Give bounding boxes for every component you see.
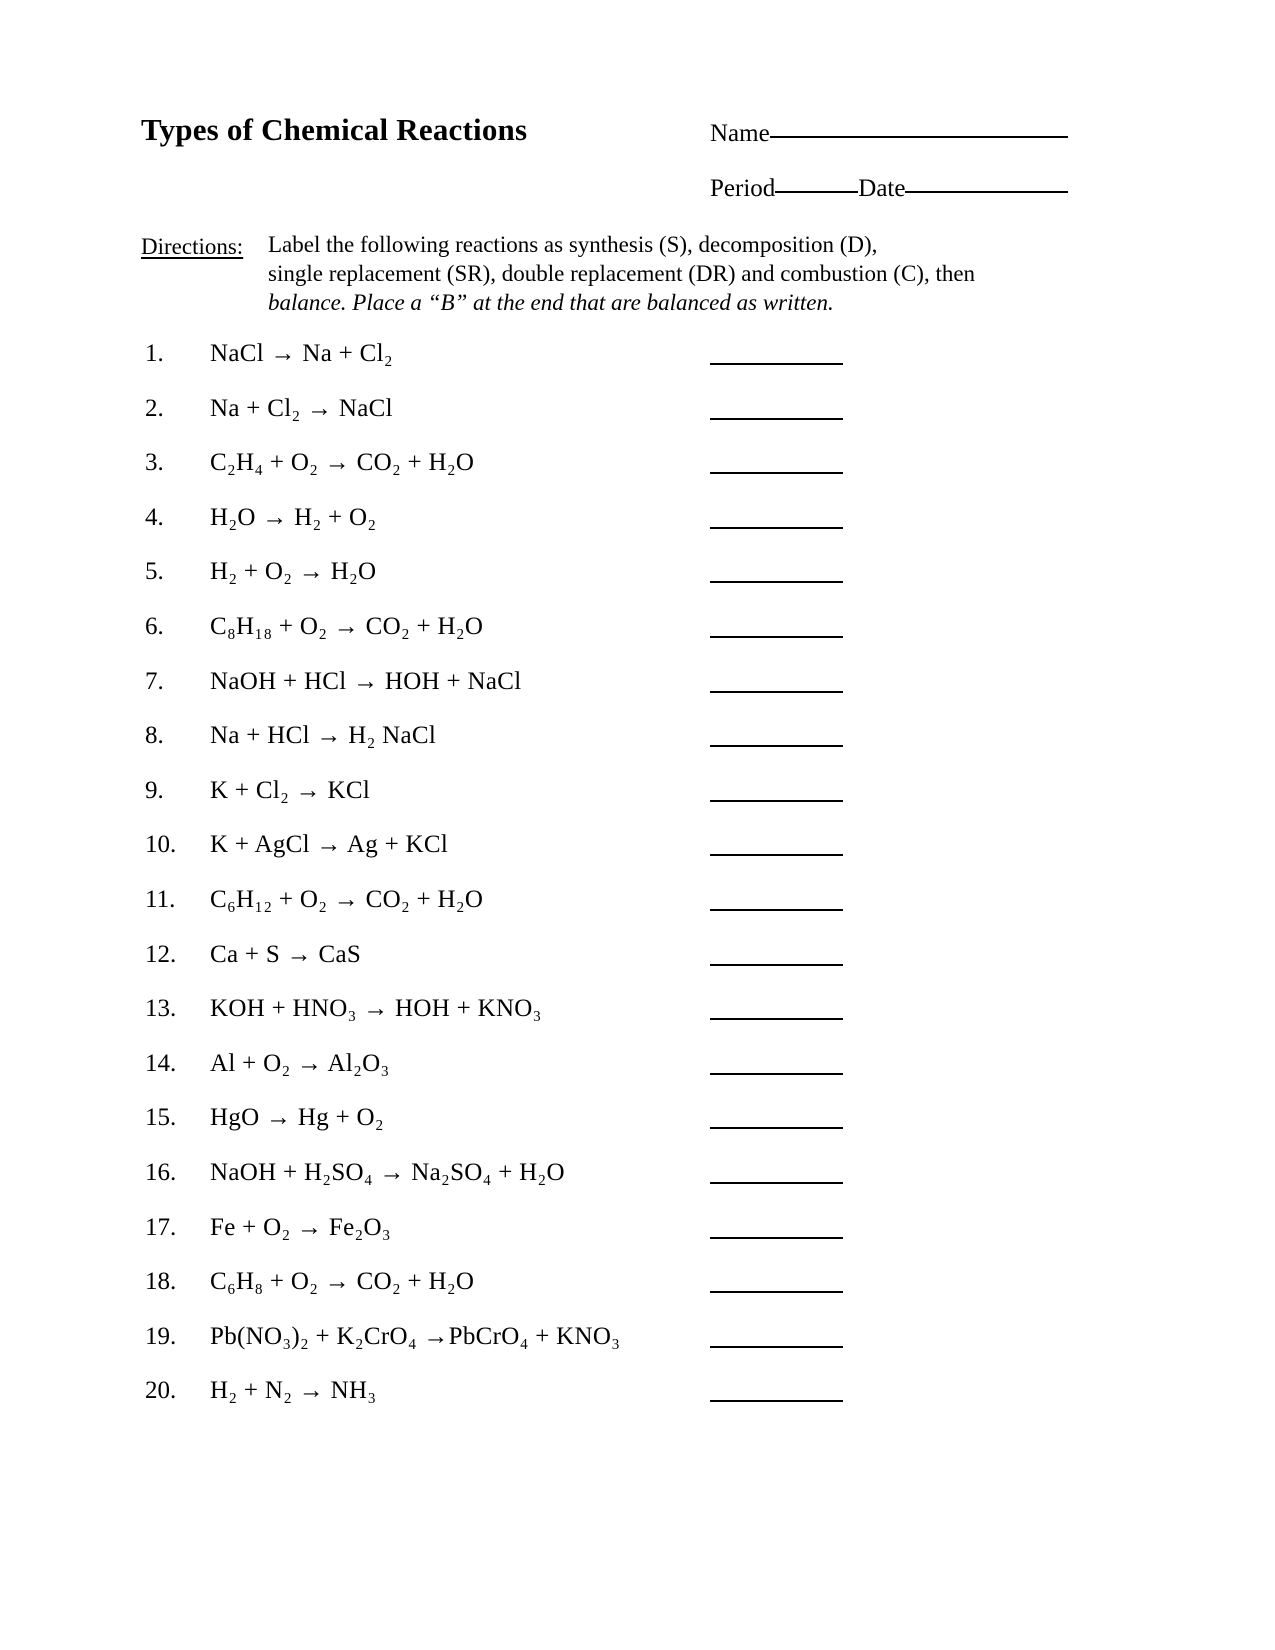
problem-equation: Al + O₂ → Al₂O₃ bbox=[210, 1049, 390, 1077]
problem-number: 19. bbox=[145, 1322, 177, 1350]
answer-blank-line[interactable] bbox=[710, 1072, 843, 1075]
problem-row bbox=[145, 831, 1145, 865]
answer-blank-line[interactable] bbox=[710, 471, 843, 474]
answer-blank-line[interactable] bbox=[710, 799, 843, 802]
problem-row bbox=[145, 1214, 1145, 1248]
period-label: Period bbox=[710, 175, 776, 202]
directions-line-2: single replacement (SR), double replacement (DR) and combustion (C), then bbox=[268, 261, 976, 286]
answer-blank-line[interactable] bbox=[710, 1399, 843, 1402]
problem-row bbox=[145, 1104, 1145, 1138]
name-label: Name bbox=[710, 120, 770, 147]
problem-row bbox=[145, 1050, 1145, 1084]
answer-blank-line[interactable] bbox=[710, 1017, 843, 1020]
answer-blank-line[interactable] bbox=[710, 417, 843, 420]
directions-line-1: Label the following reactions as synthesis (S), decomposition (D), bbox=[268, 232, 878, 257]
problem-number: 9. bbox=[145, 776, 164, 804]
problem-number: 10. bbox=[145, 831, 177, 859]
period-date-field-row bbox=[710, 175, 1068, 203]
directions-line-3: balance. Place a “B” at the end that are balanced as written. bbox=[268, 290, 834, 315]
problem-equation: Na + Cl₂ → NaCl bbox=[210, 394, 393, 422]
answer-blank-line[interactable] bbox=[710, 744, 843, 747]
answer-blank-line[interactable] bbox=[710, 1236, 843, 1239]
problem-row bbox=[145, 777, 1145, 811]
problem-row bbox=[145, 1323, 1145, 1357]
problem-equation: Fe + O₂ → Fe₂O₃ bbox=[210, 1213, 391, 1241]
problem-number: 1. bbox=[145, 340, 164, 367]
problem-number: 16. bbox=[145, 1159, 177, 1186]
answer-blank-line[interactable] bbox=[710, 580, 843, 583]
problem-number: 6. bbox=[145, 613, 164, 640]
problem-row bbox=[145, 504, 1145, 538]
answer-blank-line[interactable] bbox=[710, 1345, 843, 1348]
directions-block bbox=[141, 230, 975, 317]
problem-row bbox=[145, 668, 1145, 702]
name-field-row bbox=[710, 120, 1068, 148]
problem-equation: C₆H₈ + O₂ → CO₂ + H₂O bbox=[210, 1268, 475, 1296]
problem-number: 11. bbox=[145, 886, 176, 913]
answer-blank-line[interactable] bbox=[710, 635, 843, 638]
problem-number: 20. bbox=[145, 1377, 177, 1405]
problem-row bbox=[145, 449, 1145, 483]
problem-row bbox=[145, 558, 1145, 592]
problem-number: 5. bbox=[145, 558, 164, 586]
problem-row bbox=[145, 340, 1145, 374]
problem-equation: Na + HCl → H₂ NaCl bbox=[210, 722, 437, 750]
problem-number: 13. bbox=[145, 995, 177, 1023]
name-blank-line[interactable] bbox=[770, 135, 1068, 138]
answer-blank-line[interactable] bbox=[710, 1126, 843, 1129]
answer-blank-line[interactable] bbox=[710, 908, 843, 911]
answer-blank-line[interactable] bbox=[710, 1181, 843, 1184]
problem-number: 3. bbox=[145, 449, 164, 477]
problem-equation: H₂ + N₂ → NH₃ bbox=[210, 1377, 377, 1405]
problem-number: 12. bbox=[145, 940, 177, 968]
problem-row bbox=[145, 995, 1145, 1029]
problem-number: 7. bbox=[145, 667, 164, 695]
problem-row bbox=[145, 941, 1145, 975]
problem-equation: H₂O → H₂ + O₂ bbox=[210, 503, 377, 531]
problem-row bbox=[145, 395, 1145, 429]
period-blank-line[interactable] bbox=[775, 190, 858, 193]
page-title: Types of Chemical Reactions bbox=[141, 112, 528, 147]
problem-equation: C₈H₁₈ + O₂ → CO₂ + H₂O bbox=[210, 613, 484, 640]
problem-equation: C₆H₁₂ + O₂ → CO₂ + H₂O bbox=[210, 886, 484, 913]
problem-equation: NaCl → Na + Cl₂ bbox=[210, 340, 393, 367]
problem-row bbox=[145, 1159, 1145, 1193]
problem-equation: K + AgCl → Ag + KCl bbox=[210, 831, 449, 859]
problem-number: 15. bbox=[145, 1104, 177, 1132]
answer-blank-line[interactable] bbox=[710, 853, 843, 856]
problem-row bbox=[145, 1377, 1145, 1411]
problem-equation: KOH + HNO₃ → HOH + KNO₃ bbox=[210, 995, 542, 1023]
problem-equation: Pb(NO₃)₂ + K₂CrO₄ →PbCrO₄ + KNO₃ bbox=[210, 1322, 621, 1350]
problem-row bbox=[145, 613, 1145, 647]
problem-equation: HgO → Hg + O₂ bbox=[210, 1104, 384, 1132]
problem-equation: Ca + S → CaS bbox=[210, 940, 362, 968]
problem-row bbox=[145, 1268, 1145, 1302]
problem-equation: NaOH + HCl → HOH + NaCl bbox=[210, 667, 522, 695]
problem-row bbox=[145, 886, 1145, 920]
problem-number: 8. bbox=[145, 722, 164, 750]
answer-blank-line[interactable] bbox=[710, 963, 843, 966]
date-blank-line[interactable] bbox=[905, 190, 1068, 193]
problem-number: 17. bbox=[145, 1213, 177, 1241]
problem-equation: C₂H₄ + O₂ → CO₂ + H₂O bbox=[210, 449, 475, 477]
answer-blank-line[interactable] bbox=[710, 362, 843, 365]
directions-label: Directions: bbox=[141, 234, 244, 259]
answer-blank-line[interactable] bbox=[710, 1290, 843, 1293]
problem-equation: NaOH + H₂SO₄ → Na₂SO₄ + H₂O bbox=[210, 1159, 565, 1186]
date-label: Date bbox=[858, 175, 906, 202]
problem-number: 18. bbox=[145, 1268, 177, 1296]
problem-number: 2. bbox=[145, 394, 164, 422]
problem-equation: K + Cl₂ → KCl bbox=[210, 776, 371, 804]
problem-number: 14. bbox=[145, 1049, 177, 1077]
answer-blank-line[interactable] bbox=[710, 690, 843, 693]
problem-row bbox=[145, 722, 1145, 756]
problem-number: 4. bbox=[145, 503, 164, 531]
problem-equation: H₂ + O₂ → H₂O bbox=[210, 558, 377, 586]
answer-blank-line[interactable] bbox=[710, 526, 843, 529]
